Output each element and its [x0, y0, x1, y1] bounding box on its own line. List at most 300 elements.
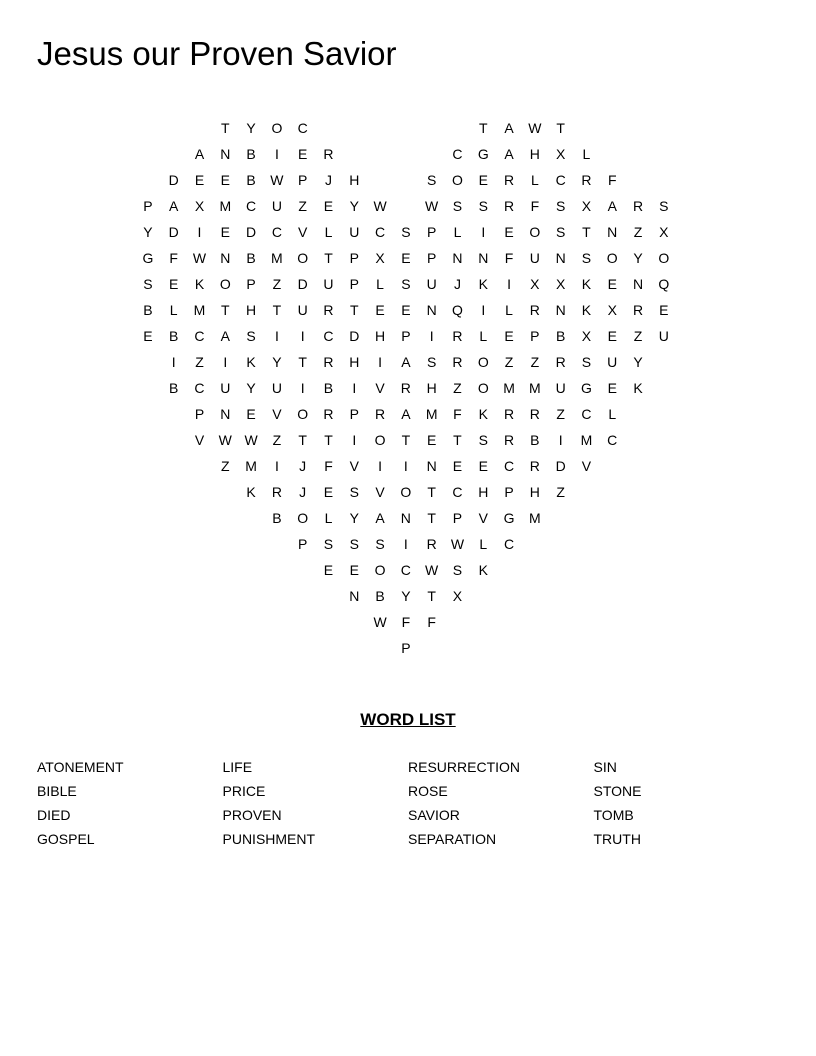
grid-row — [135, 610, 677, 636]
grid-letter: V — [375, 484, 385, 500]
grid-letter: J — [299, 484, 307, 500]
grid-letter: D — [349, 328, 360, 344]
grid-letter: M — [529, 510, 541, 526]
grid-letter — [393, 116, 419, 142]
grid-letter: O — [297, 510, 309, 526]
grid-letter: H — [529, 146, 540, 162]
word-list-item: DIED — [37, 807, 71, 823]
grid-letter: Z — [298, 198, 307, 214]
grid-letter: B — [375, 588, 385, 604]
grid-letter: N — [478, 250, 489, 266]
grid-letter: O — [297, 250, 309, 266]
grid-letter: E — [401, 302, 411, 318]
grid-letter — [187, 610, 213, 636]
grid-letter: Y — [246, 380, 256, 396]
grid-letter: P — [349, 250, 359, 266]
grid-letter: R — [503, 172, 515, 188]
grid-letter: H — [529, 484, 540, 500]
grid-letter: O — [477, 380, 489, 396]
grid-letter: T — [427, 588, 436, 604]
grid-letter — [161, 636, 187, 662]
grid-letter: O — [452, 172, 463, 188]
grid-letter: C — [555, 172, 566, 188]
grid-letter: L — [479, 328, 488, 344]
grid-letter — [187, 480, 213, 506]
grid-letter — [135, 480, 161, 506]
grid-letter: C — [452, 146, 463, 162]
grid-letter: M — [425, 406, 438, 422]
grid-letter: S — [426, 354, 437, 370]
grid-letter: C — [452, 484, 463, 500]
grid-letter: A — [504, 120, 514, 136]
grid-letter: C — [271, 224, 282, 240]
grid-letter: W — [373, 198, 387, 214]
grid-letter: N — [220, 146, 231, 162]
word-list-item: TRUTH — [593, 831, 641, 847]
grid-letter: P — [530, 328, 540, 344]
grid-letter — [187, 636, 213, 662]
grid-letter — [393, 194, 419, 220]
grid-letter: V — [581, 458, 592, 474]
grid-letter: I — [352, 432, 357, 448]
grid-letter: I — [197, 224, 202, 240]
grid-letter: T — [298, 354, 307, 370]
grid-letter: C — [400, 562, 411, 578]
grid-letter: O — [658, 250, 670, 266]
grid-letter: C — [503, 536, 515, 552]
grid-letter — [238, 532, 264, 558]
grid-letter — [135, 168, 161, 194]
grid-letter: V — [478, 510, 488, 526]
grid-row — [135, 194, 677, 220]
grid-letter: Y — [349, 510, 359, 526]
grid-letter — [135, 558, 161, 584]
grid-letter: U — [658, 328, 669, 344]
grid-letter: H — [349, 172, 360, 188]
word-list-item: SAVIOR — [408, 807, 460, 823]
grid-row — [135, 246, 677, 272]
grid-letter: E — [607, 328, 617, 344]
grid-letter: Q — [452, 302, 463, 318]
grid-letter: P — [194, 406, 205, 422]
grid-letter: R — [426, 536, 437, 552]
grid-letter — [161, 584, 187, 610]
grid-letter: T — [298, 432, 307, 448]
grid-letter: Y — [349, 198, 359, 214]
grid-row — [135, 558, 677, 584]
word-list-item: BIBLE — [37, 783, 77, 799]
grid-letter: U — [555, 380, 566, 396]
grid-letter: D — [168, 172, 179, 188]
grid-letter: Z — [530, 354, 540, 370]
grid-letter: C — [194, 380, 205, 396]
grid-letter: T — [221, 302, 230, 318]
grid-letter: I — [223, 354, 228, 370]
grid-letter: T — [324, 432, 333, 448]
grid-letter: I — [274, 458, 279, 474]
grid-letter — [264, 610, 290, 636]
grid-letter — [367, 636, 393, 662]
grid-letter: E — [659, 302, 669, 318]
grid-letter: P — [401, 328, 411, 344]
grid-letter: W — [244, 432, 258, 448]
grid-letter: E — [323, 198, 334, 214]
grid-letter — [161, 402, 187, 428]
grid-letter — [290, 558, 316, 584]
grid-letter: E — [504, 224, 514, 240]
grid-letter: Z — [633, 328, 643, 344]
grid-letter — [212, 636, 238, 662]
grid-letter: Z — [272, 276, 282, 292]
grid-letter: F — [453, 406, 462, 422]
grid-letter — [393, 142, 419, 168]
grid-letter: I — [352, 380, 357, 396]
grid-letter — [135, 636, 161, 662]
grid-letter: E — [452, 458, 463, 474]
grid-letter: X — [659, 224, 669, 240]
word-list-item: SIN — [593, 759, 617, 775]
grid-letter — [161, 506, 187, 532]
grid-letter: N — [555, 302, 566, 318]
grid-letter: S — [323, 536, 334, 552]
grid-letter: P — [349, 406, 359, 422]
grid-letter: T — [272, 302, 282, 318]
word-list-heading: WORD LIST — [360, 710, 456, 729]
grid-letter: D — [246, 224, 257, 240]
grid-letter: N — [220, 250, 231, 266]
grid-letter: D — [555, 458, 566, 474]
grid-letter — [264, 558, 290, 584]
grid-letter: F — [504, 250, 514, 266]
grid-letter — [316, 610, 342, 636]
grid-letter: W — [450, 536, 465, 552]
grid-row — [135, 480, 677, 506]
grid-letter: J — [453, 276, 461, 292]
grid-letter: E — [504, 328, 514, 344]
grid-letter — [341, 116, 367, 142]
word-list-item: LIFE — [222, 759, 253, 775]
grid-letter: L — [324, 224, 333, 240]
grid-letter: L — [582, 146, 591, 162]
grid-letter: X — [375, 250, 385, 266]
grid-letter: Z — [453, 380, 462, 396]
grid-letter: L — [324, 510, 333, 526]
grid-letter — [212, 506, 238, 532]
grid-letter — [212, 480, 238, 506]
grid-letter: U — [220, 380, 231, 396]
grid-letter: Y — [143, 224, 153, 240]
grid-letter: N — [400, 510, 411, 526]
grid-letter: S — [143, 276, 153, 292]
grid-letter: R — [323, 406, 334, 422]
grid-row — [135, 402, 677, 428]
grid-letter: S — [555, 198, 566, 214]
word-search-grid — [135, 116, 677, 662]
grid-row — [135, 220, 677, 246]
grid-letter — [212, 558, 238, 584]
grid-letter — [135, 454, 161, 480]
grid-letter: Z — [221, 458, 230, 474]
grid-letter: A — [607, 198, 617, 214]
grid-letter: I — [300, 380, 305, 396]
grid-letter: I — [403, 536, 408, 552]
grid-letter — [574, 116, 600, 142]
grid-letter — [135, 116, 161, 142]
grid-letter: R — [581, 172, 592, 188]
grid-letter: H — [375, 328, 386, 344]
grid-letter: Z — [556, 406, 565, 422]
grid-letter: N — [349, 588, 360, 604]
word-list-item: RESURRECTION — [408, 759, 521, 775]
grid-letter: L — [608, 406, 617, 422]
grid-letter — [135, 402, 161, 428]
grid-letter: X — [194, 198, 205, 214]
grid-letter: R — [400, 380, 411, 396]
grid-letter: W — [192, 250, 207, 266]
grid-letter: I — [274, 328, 279, 344]
grid-letter: R — [452, 328, 463, 344]
grid-letter: R — [632, 198, 644, 214]
grid-letter: E — [143, 328, 153, 344]
grid-letter: E — [401, 250, 411, 266]
grid-letter: U — [607, 354, 618, 370]
grid-letter: N — [452, 250, 463, 266]
grid-letter — [341, 142, 367, 168]
grid-letter — [419, 116, 445, 142]
grid-letter: P — [426, 250, 437, 266]
grid-letter: P — [246, 276, 256, 292]
grid-letter: K — [581, 276, 592, 292]
grid-letter: S — [349, 484, 359, 500]
grid-letter — [238, 506, 264, 532]
grid-letter: O — [529, 224, 541, 240]
grid-letter: D — [168, 224, 179, 240]
grid-letter — [187, 532, 213, 558]
grid-letter: K — [478, 562, 488, 578]
grid-letter: Y — [401, 588, 411, 604]
grid-letter: R — [503, 198, 515, 214]
word-list-item: STONE — [593, 783, 642, 799]
grid-letter: S — [401, 276, 411, 292]
grid-row — [135, 584, 677, 610]
grid-letter: T — [582, 224, 591, 240]
grid-letter: A — [375, 510, 385, 526]
grid-letter: N — [555, 250, 566, 266]
grid-row — [135, 454, 677, 480]
grid-letter: X — [452, 588, 463, 604]
grid-letter — [290, 610, 316, 636]
grid-letter: B — [169, 328, 179, 344]
grid-letter: Q — [658, 276, 670, 292]
grid-row — [135, 272, 677, 298]
word-list-item: ATONEMENT — [37, 759, 124, 775]
grid-letter: Z — [633, 224, 643, 240]
grid-letter: S — [246, 328, 256, 344]
grid-letter — [212, 610, 238, 636]
grid-letter: P — [298, 172, 308, 188]
grid-letter: J — [299, 458, 307, 474]
grid-row — [135, 168, 677, 194]
grid-letter — [341, 610, 367, 636]
grid-letter: R — [323, 146, 334, 162]
word-list-item: GOSPEL — [37, 831, 95, 847]
grid-letter: E — [478, 458, 488, 474]
grid-letter: Y — [246, 120, 256, 136]
grid-letter: R — [529, 458, 540, 474]
grid-letter: S — [375, 536, 385, 552]
grid-letter: I — [481, 302, 486, 318]
grid-letter — [445, 116, 471, 142]
grid-letter: C — [581, 406, 592, 422]
grid-letter: K — [246, 484, 256, 500]
grid-letter — [161, 142, 187, 168]
grid-letter: F — [607, 172, 617, 188]
grid-letter — [367, 168, 393, 194]
grid-letter: S — [555, 224, 566, 240]
grid-letter: E — [607, 380, 617, 396]
grid-letter — [238, 610, 264, 636]
grid-letter — [316, 116, 342, 142]
grid-letter: W — [425, 562, 439, 578]
grid-row — [135, 298, 677, 324]
grid-letter: F — [169, 250, 178, 266]
grid-letter: O — [374, 432, 386, 448]
grid-letter: S — [478, 198, 488, 214]
grid-letter: O — [271, 120, 283, 136]
grid-letter: T — [556, 120, 565, 136]
grid-letter: C — [194, 328, 205, 344]
grid-letter — [187, 584, 213, 610]
grid-letter: W — [373, 614, 387, 630]
grid-letter: E — [323, 484, 334, 500]
grid-letter: U — [349, 224, 360, 240]
grid-letter: I — [378, 458, 383, 474]
grid-letter: U — [297, 302, 308, 318]
grid-letter: B — [169, 380, 179, 396]
grid-letter — [316, 584, 342, 610]
grid-letter: X — [607, 302, 617, 318]
grid-letter: I — [429, 328, 434, 344]
grid-letter: A — [401, 354, 411, 370]
grid-letter: R — [452, 354, 463, 370]
grid-letter — [135, 376, 161, 402]
grid-letter — [187, 116, 213, 142]
grid-letter: T — [349, 302, 359, 318]
grid-letter: R — [323, 354, 334, 370]
grid-letter: N — [607, 224, 618, 240]
grid-letter: I — [300, 328, 305, 344]
grid-letter: T — [478, 120, 488, 136]
grid-letter: C — [607, 432, 618, 448]
grid-letter — [135, 532, 161, 558]
grid-letter — [393, 168, 419, 194]
grid-letter: Y — [633, 250, 643, 266]
grid-letter: W — [425, 198, 439, 214]
grid-letter: M — [219, 198, 232, 214]
grid-letter: E — [607, 276, 617, 292]
word-list-item: PUNISHMENT — [222, 831, 316, 847]
grid-letter: L — [505, 302, 513, 318]
grid-letter: S — [426, 172, 437, 188]
grid-letter: O — [606, 250, 618, 266]
grid-row — [135, 116, 677, 142]
grid-letter: K — [581, 302, 592, 318]
grid-letter: X — [555, 276, 566, 292]
grid-letter: R — [375, 406, 386, 422]
grid-letter: C — [323, 328, 334, 344]
grid-letter: A — [220, 328, 230, 344]
grid-letter: A — [169, 198, 179, 214]
grid-letter: L — [453, 224, 462, 240]
grid-letter: T — [324, 250, 333, 266]
grid-letter — [135, 350, 161, 376]
page-title: Jesus our Proven Savior — [37, 35, 397, 72]
grid-letter: L — [376, 276, 384, 292]
grid-letter: H — [246, 302, 257, 318]
grid-letter — [367, 142, 393, 168]
grid-letter: X — [555, 146, 566, 162]
grid-letter: E — [323, 562, 334, 578]
grid-letter: P — [401, 640, 411, 656]
grid-letter: Z — [504, 354, 514, 370]
grid-letter: A — [401, 406, 411, 422]
grid-letter: X — [581, 328, 592, 344]
grid-letter: I — [558, 432, 563, 448]
grid-letter: Y — [272, 354, 282, 370]
grid-letter: K — [246, 354, 256, 370]
grid-letter — [187, 506, 213, 532]
grid-letter: C — [375, 224, 386, 240]
grid-letter — [135, 506, 161, 532]
grid-letter: I — [507, 276, 511, 292]
grid-letter: S — [452, 562, 463, 578]
grid-letter: T — [427, 510, 436, 526]
grid-letter — [238, 584, 264, 610]
grid-letter — [341, 636, 367, 662]
grid-letter: Z — [556, 484, 565, 500]
grid-letter: E — [478, 172, 488, 188]
grid-letter — [419, 142, 445, 168]
grid-letter: U — [271, 198, 282, 214]
grid-letter: W — [528, 120, 542, 136]
grid-letter: E — [194, 172, 205, 188]
grid-row — [135, 506, 677, 532]
grid-letter: S — [401, 224, 411, 240]
grid-letter: O — [219, 276, 231, 292]
grid-letter — [161, 480, 187, 506]
grid-letter: H — [426, 380, 437, 396]
grid-row — [135, 376, 677, 402]
word-list-item: PRICE — [222, 783, 266, 799]
grid-letter: Z — [272, 432, 282, 448]
grid-letter: E — [169, 276, 179, 292]
grid-letter — [238, 558, 264, 584]
grid-letter — [264, 584, 290, 610]
grid-letter: I — [481, 224, 486, 240]
grid-letter: X — [530, 276, 540, 292]
word-list-item: ROSE — [408, 783, 448, 799]
grid-letter: G — [581, 380, 592, 396]
grid-letter — [238, 636, 264, 662]
grid-letter — [367, 116, 393, 142]
grid-row — [135, 428, 677, 454]
grid-letter: W — [270, 172, 284, 188]
grid-letter: W — [218, 432, 232, 448]
grid-letter: Z — [195, 354, 204, 370]
grid-letter: M — [193, 302, 206, 318]
grid-letter: U — [529, 250, 540, 266]
grid-row — [135, 532, 677, 558]
